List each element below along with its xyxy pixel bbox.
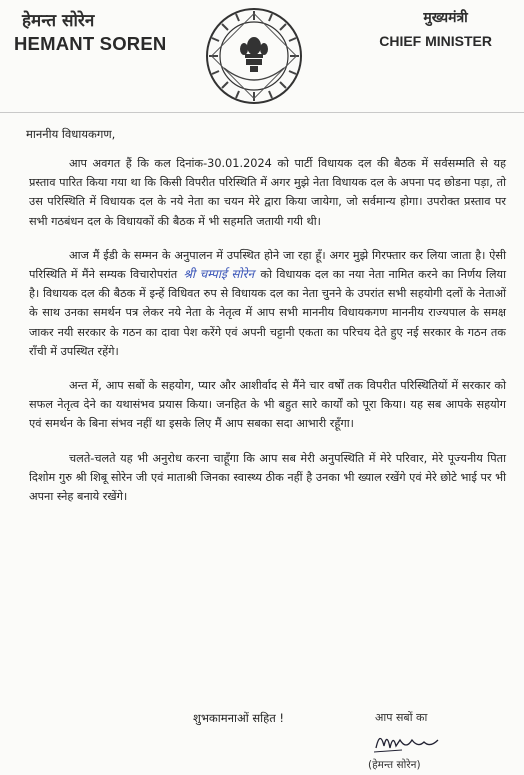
paragraph-3: अन्त में, आप सबों के सहयोग, प्यार और आशीर्वाद से मैंने चार वर्षों तक विपरीत परिस्थितियों में सरकार को सफल नेतृत्व देने का यथासंभव प्रयास किया। जनहित के भी बहुत सारे कार्यों को पूरा किया। यह सब आपके सहयोग एवं समर्थन के बिना संभव नहीं था इसके लिए मैं आप सबका सदा आभारी रहूँगा। (29, 379, 506, 431)
header-divider (0, 112, 524, 113)
handwritten-name: श्री चम्पाई सोरेन (183, 267, 255, 282)
signatory-name: (हेमन्त सोरेन) (368, 759, 421, 771)
paragraph-4: चलते-चलते यह भी अनुरोध करना चाहूँगा कि आप सब मेरी अनुपस्थिति में मेरे परिवार, मेरे पूज्यनीय पिता दिशोम गुरु श्री शिबू सोरेन जी एवं माताश्री जिनका स्वास्थ्य ठीक नहीं है उनका भी ख्याल रखेंगे एवं मेरे छोटे भाई पर भी अपना स्नेह बनाये रखेंगे। (29, 451, 506, 504)
paragraph-2-text-after: को विधायक दल का नया नेता नामित करने का निर्णय लिया है। विधायक दल की बैठक में इन्हें विधिवत रुप से विधायक दल का नेता चुनने के उपरांत सभी सहयोगी दलों के नेताओं के साथ उनका समर्थन पत्र लेकर नये नेता के नेतृत्व में आप सभी माननीय विधायकगण माननीय राज्यपाल के समक्ष जाकर नयी सरकार के गठन का दावा पेश करेंगे एवं अपनी चट्टानी एकता का परिचय देते हुए नई सरकार के गठन तक राँची में उपस्थित रहेंगे। (29, 268, 506, 358)
letterhead-title-block (379, 8, 492, 49)
letterhead-name-block (14, 8, 166, 55)
jharkhand-seal-icon (204, 6, 304, 106)
closing-greeting: शुभकामनाओं सहित ! (193, 711, 285, 725)
title-hindi: मुख्यमंत्री (423, 10, 468, 26)
signature-icon (372, 726, 452, 756)
title-english: CHIEF MINISTER (379, 33, 492, 49)
letter-body (16, 127, 506, 521)
salutation: माननीय विधायकगण, (26, 127, 116, 141)
paragraph-2-text-before: आज मैं ईडी के सम्मन के अनुपालन में उपस्थित होने जा रहा हूँ। अगर मुझे गिरफ्तार कर लिया जाता है। ऐसी परिस्थिति में मैंने सम्यक विचारोपरांत (29, 248, 506, 282)
valediction: आप सबों का (375, 711, 428, 724)
name-hindi: हेमन्त सोरेन (22, 11, 95, 31)
name-english: HEMANT SOREN (14, 33, 167, 54)
paragraph-1: आप अवगत हैं कि कल दिनांक-30.01.2024 को पार्टी विधायक दल की बैठक में सर्वसम्मति से यह प्रस्ताव पारित किया गया था कि किसी विपरीत परिस्थिति में अगर मुझे नेता विधायक दल के अपना पद छोडना पड़ा, तो उस परिस्थिति में विधायक दल के नये नेता का चयन मेरे द्वारा किया जायेगा, जो सर्वमान्य होगा। उपरोक्त प्रस्ताव पर सभी गठबंधन दल के विधायकों की बैठक में भी सहमति जतायी गयी थी। (29, 157, 506, 228)
paragraph-2 (29, 246, 506, 361)
